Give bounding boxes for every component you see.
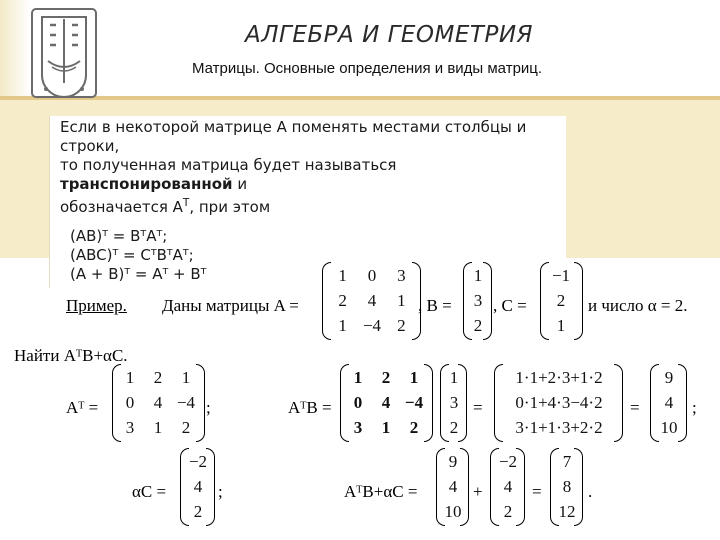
sum-term-1: 9 4 10 [444,452,462,521]
matrix-c: −1 2 1 [551,266,571,335]
matrix-c-right-bracket [574,262,583,340]
atb-label: AᵀB = [288,398,332,417]
sum1-right-bracket [460,448,469,526]
final-label: AᵀB+αC = [344,482,418,501]
university-logo-icon [26,5,102,101]
at-right-bracket [196,364,205,442]
example-given-text: Даны матрицы A = [162,296,299,315]
equals-sign-2: = [630,398,640,417]
matrix-b-label: , B = [418,296,452,315]
sum2-right-bracket [516,448,525,526]
alphac-semicolon: ; [218,482,223,501]
at-semicolon: ; [206,398,211,417]
header-band [0,0,720,100]
example-label: Пример. [66,296,127,315]
matrix-at-second: 1 2 1 0 4 −4 3 1 2 [353,368,424,437]
task-text: Найти AᵀB+αC. [14,346,128,365]
definition-term: транспонированной [60,175,233,193]
property-2: (ABC)ᵀ = CᵀBᵀAᵀ; [70,246,194,264]
products-right-bracket [614,364,623,442]
matrix-alphac: −2 4 2 [188,452,208,521]
products-column: 1·1+2·3+1·2 0·1+4·3−4·2 3·1+1·3+2·2 [515,368,603,437]
matrix-a: 1 0 3 2 4 1 1 −4 2 [338,266,406,335]
matrix-b-right-bracket [483,262,492,340]
alphac-right-bracket [206,448,215,526]
page-title: АЛГЕБРА И ГЕОМЕТРИЯ [245,22,534,48]
matrix-b-second: 1 3 2 [449,368,459,437]
atb-result-right-bracket [678,364,687,442]
property-1: (AB)ᵀ = BᵀAᵀ; [70,227,168,245]
atb-semicolon: ; [692,398,697,417]
atb-result: 9 4 10 [660,368,678,437]
sum-term-2: −2 4 2 [498,452,518,521]
atb-a-right-bracket [424,364,433,442]
alpha-value-text: и число α = 2. [588,296,688,315]
definition-line-3: обозначается $А^T$, при этом [60,197,271,216]
page-subtitle: Матрицы. Основные определения и виды матриц. [192,60,543,77]
matrix-c-label: , C = [493,296,527,315]
matrix-b: 1 3 2 [473,266,483,335]
at-label: Aᵀ = [66,398,99,417]
final-result: 7 8 12 [558,452,576,521]
definition-block [49,116,566,288]
matrix-at: 1 2 1 0 4 −4 3 1 2 [125,368,196,437]
equals-sign-3: = [532,482,542,501]
property-3: (A + B)ᵀ = Aᵀ + Bᵀ [70,265,207,283]
equals-sign-1: = [473,398,483,417]
final-period: . [588,482,593,501]
plus-sign: + [473,482,483,501]
definition-line-2: то полученная матрица будет называться транспонированной и [60,156,397,193]
atb-b-right-bracket [458,364,467,442]
alphac-label: αC = [132,482,167,501]
definition-line-1: Если в некоторой матрице А поменять местами столбцы и строки, [60,118,527,155]
final-right-bracket [574,448,583,526]
